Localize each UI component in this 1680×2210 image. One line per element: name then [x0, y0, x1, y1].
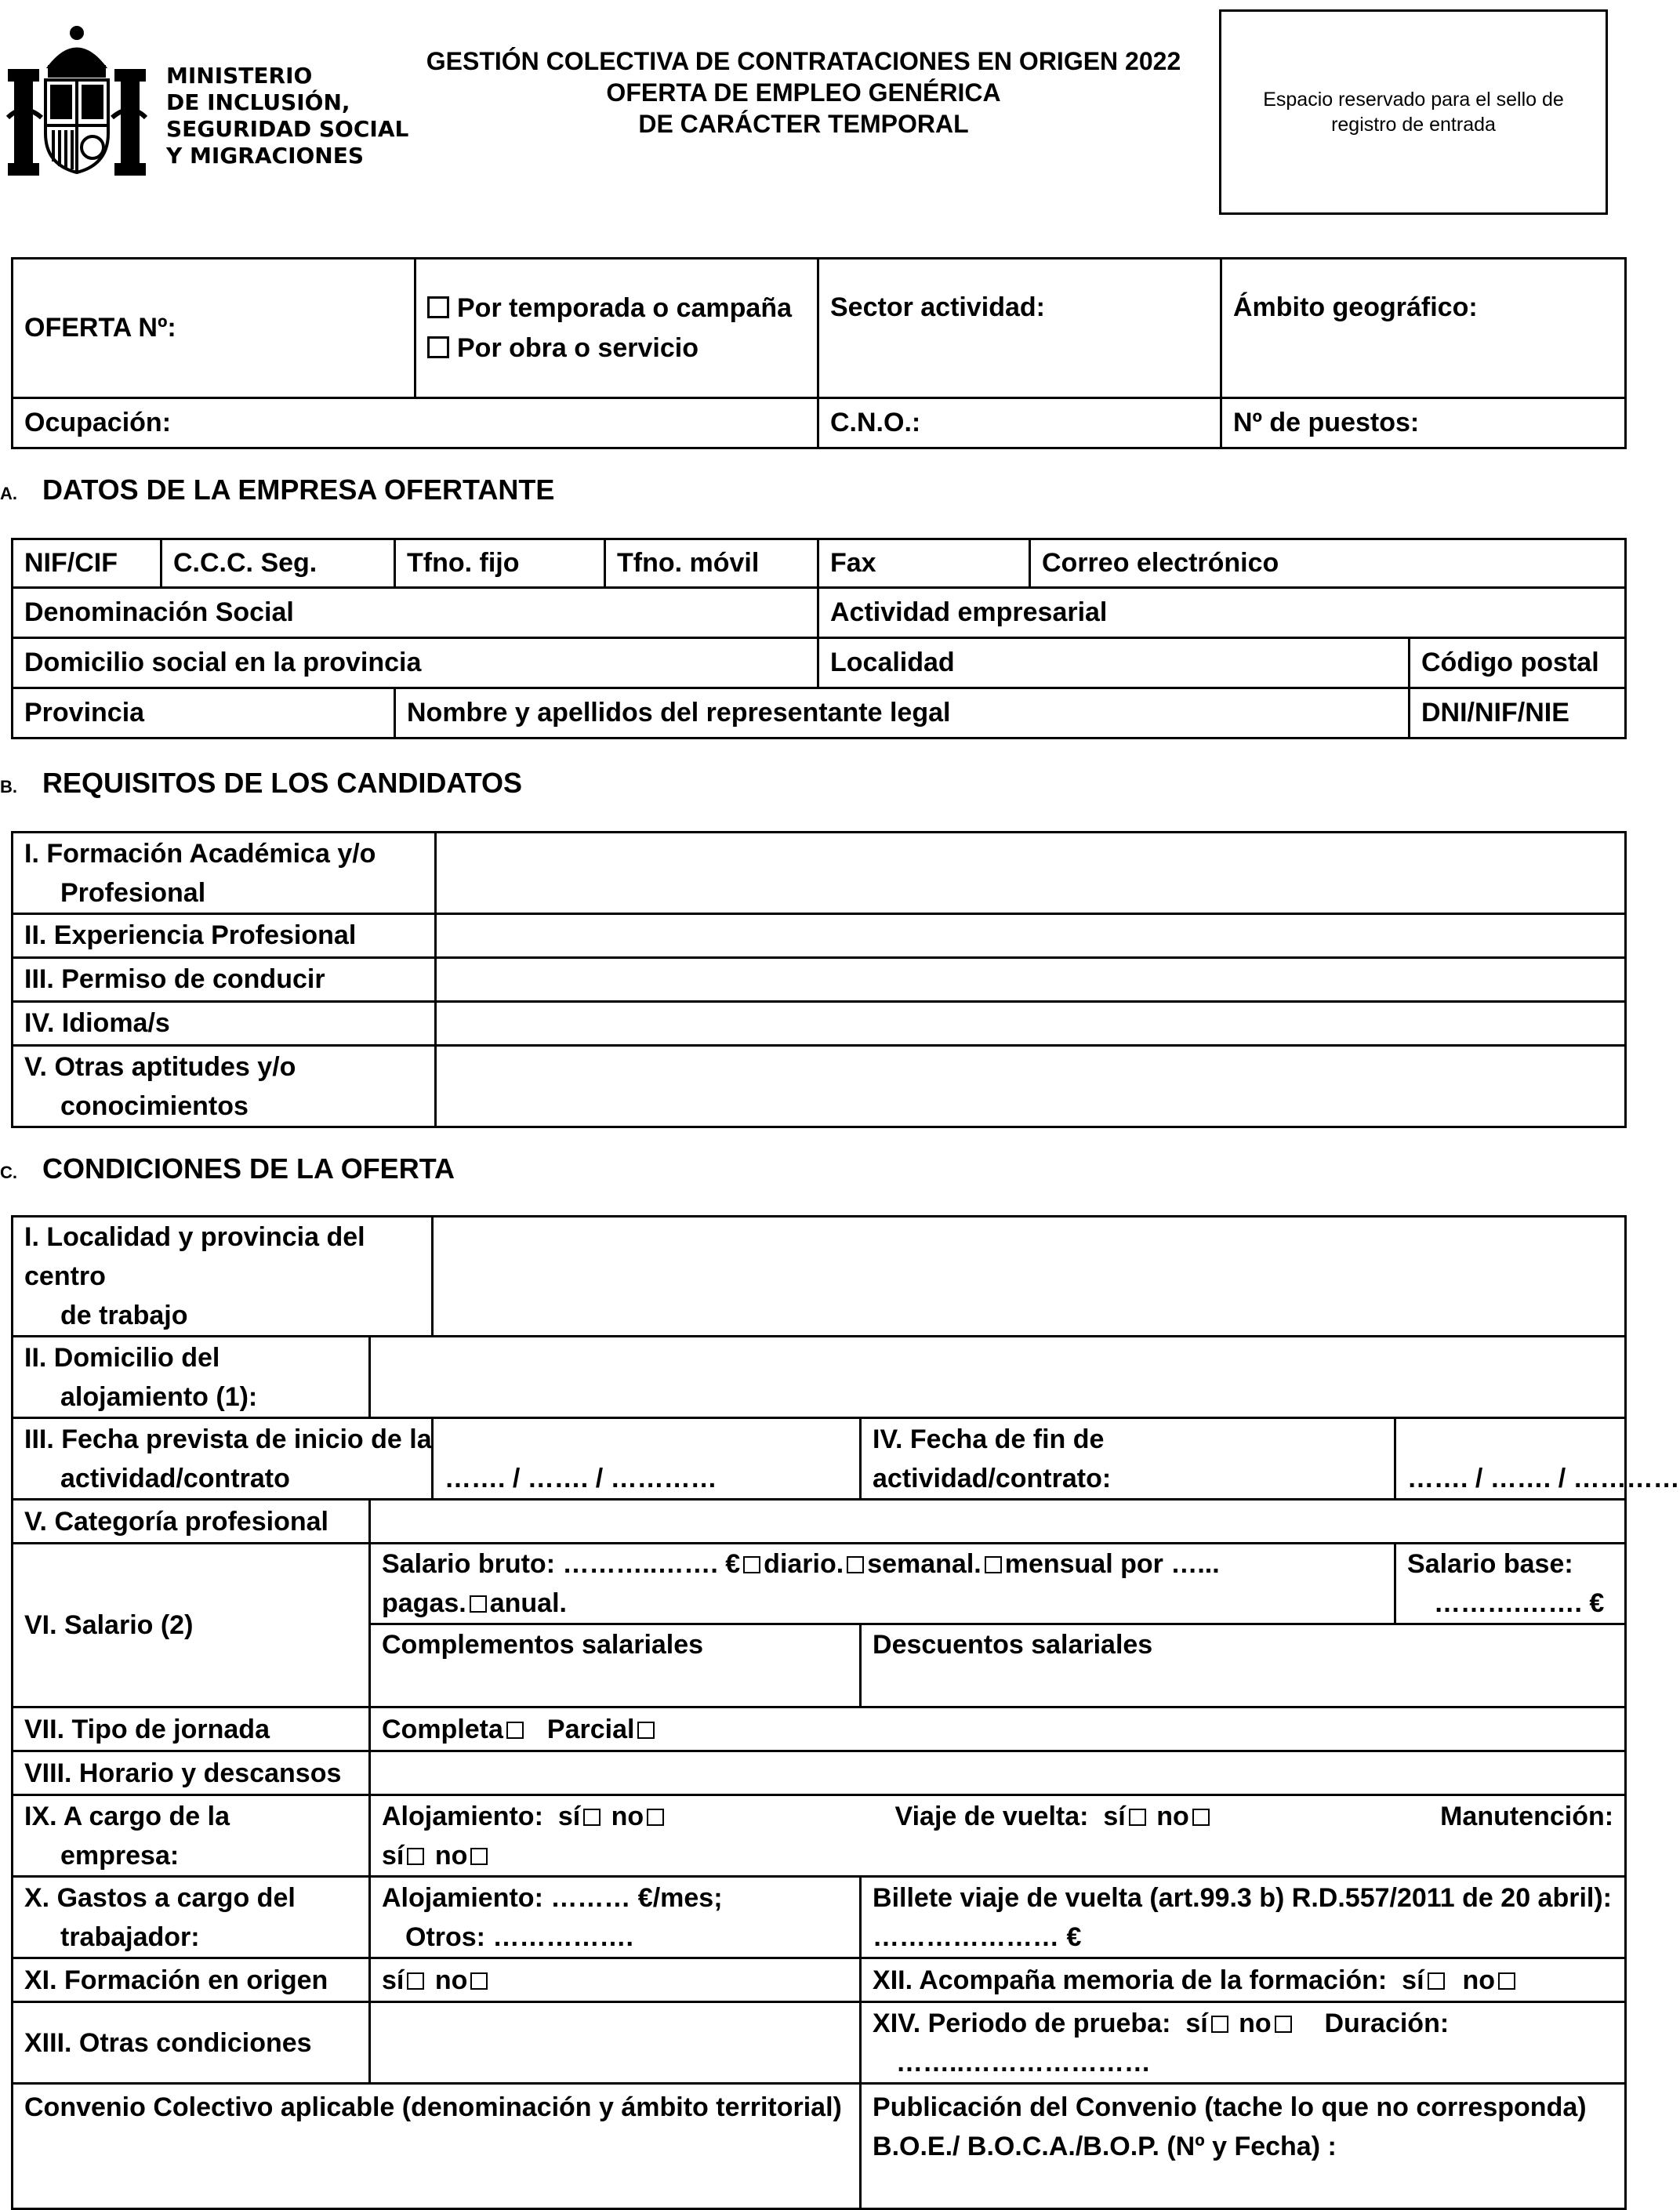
req-formacion-input[interactable]	[436, 833, 1626, 914]
tfno-movil-field[interactable]: Tfno. móvil	[605, 539, 818, 588]
actividad-field[interactable]: Actividad empresarial	[818, 588, 1626, 638]
cond-categoria-input[interactable]	[370, 1500, 1626, 1544]
checkbox-prueba-si[interactable]	[1211, 2016, 1228, 2033]
ocupacion-field[interactable]: Ocupación:	[13, 398, 818, 448]
checkbox-completa[interactable]	[506, 1722, 524, 1739]
form-title: GESTIÓN COLECTIVA DE CONTRATACIONES EN ORIGEN 2022 OFERTA DE EMPLEO GENÉRICA DE CARÁCTER TEMPORAL	[426, 47, 1181, 138]
denominacion-field[interactable]: Denominación Social	[13, 588, 818, 638]
checkbox-formacion-no[interactable]	[470, 1972, 488, 1990]
otras-condiciones-input[interactable]	[370, 2002, 861, 2084]
checkbox-viaje-no[interactable]	[1192, 1809, 1210, 1826]
cond-formacion-label: XI. Formación en origen	[13, 1958, 370, 2002]
req-formacion-label: I. Formación Académica y/o Profesional	[13, 833, 436, 914]
coat-of-arms-logo	[6, 24, 147, 180]
cond-localidad-label: I. Localidad y provincia del centro de trabajo	[13, 1217, 433, 1337]
checkbox-memoria-no[interactable]	[1498, 1972, 1515, 1990]
req-idioma-label: IV. Idioma/s	[13, 1002, 436, 1046]
checkbox-obra[interactable]	[427, 336, 449, 358]
cond-salario-label: VI. Salario (2)	[13, 1544, 370, 1707]
checkbox-mensual[interactable]	[985, 1556, 1002, 1573]
cargo-empresa-field: Alojamiento: sí no Viaje de vuelta: sí no Manutención: sí no	[370, 1795, 1626, 1877]
cond-inicio-date[interactable]: ……. / ……. / …………	[433, 1418, 861, 1500]
periodo-prueba-field: XIV. Periodo de prueba: sí no Duración: ……..…………………	[861, 2002, 1626, 2084]
gastos-field[interactable]: Alojamiento: ……… €/mes; Otros: …………….	[370, 1877, 861, 1958]
cond-fin-date[interactable]: ……. / ……. / …………	[1395, 1418, 1626, 1500]
checkbox-formacion-si[interactable]	[407, 1972, 424, 1990]
provincia-field[interactable]: Provincia	[13, 688, 395, 738]
tfno-fijo-field[interactable]: Tfno. fijo	[395, 539, 605, 588]
cond-domicilio-input[interactable]	[370, 1337, 1626, 1418]
representante-field[interactable]: Nombre y apellidos del representante legal	[395, 688, 1410, 738]
nif-field[interactable]: NIF/CIF	[13, 539, 161, 588]
convenio-field[interactable]: Convenio Colectivo aplicable (denominación y ámbito territorial)	[13, 2084, 861, 2209]
cond-gastos-label: X. Gastos a cargo del trabajador:	[13, 1877, 370, 1958]
email-field[interactable]: Correo electrónico	[1030, 539, 1626, 588]
checkbox-viaje-si[interactable]	[1129, 1809, 1146, 1826]
billete-field[interactable]: Billete viaje de vuelta (art.99.3 b) R.D.557/2011 de 20 abril): ………………… €	[861, 1877, 1626, 1958]
checkbox-manut-si[interactable]	[407, 1848, 424, 1865]
checkbox-semanal[interactable]	[847, 1556, 864, 1573]
offer-table	[11, 257, 1627, 449]
memoria-field: XII. Acompaña memoria de la formación: sí no	[861, 1958, 1626, 2002]
company-table	[11, 538, 1627, 739]
cond-categoria-label: V. Categoría profesional	[13, 1500, 370, 1544]
puestos-field[interactable]: Nº de puestos:	[1221, 398, 1626, 448]
req-permiso-label: III. Permiso de conducir	[13, 958, 436, 1002]
offer-number-field[interactable]: OFERTA Nº:	[13, 259, 415, 398]
checkbox-manut-no[interactable]	[470, 1848, 488, 1865]
req-experiencia-label: II. Experiencia Profesional	[13, 914, 436, 958]
registry-stamp-box: Espacio reservado para el sello de registro de entrada	[1219, 9, 1608, 215]
req-otras-label: V. Otras aptitudes y/o conocimientos	[13, 1046, 436, 1127]
complementos-field[interactable]: Complementos salariales	[370, 1624, 861, 1707]
cno-field[interactable]: C.N.O.:	[818, 398, 1221, 448]
horario-input[interactable]	[370, 1751, 1626, 1795]
requirements-table	[11, 831, 1627, 1128]
salario-base-field[interactable]: Salario base: ……….……. €	[1395, 1544, 1626, 1624]
cp-field[interactable]: Código postal	[1410, 638, 1626, 688]
checkbox-aloj-no[interactable]	[647, 1809, 664, 1826]
publicacion-field[interactable]: Publicación del Convenio (tache lo que no corresponda) B.O.E./ B.O.C.A./B.O.P. (Nº y Fecha) :	[861, 2084, 1626, 2209]
checkbox-parcial[interactable]	[637, 1722, 655, 1739]
cond-otras-label: XIII. Otras condiciones	[13, 2002, 370, 2084]
cond-fin-label: IV. Fecha de fin de actividad/contrato:	[861, 1418, 1395, 1500]
req-idioma-input[interactable]	[436, 1002, 1626, 1046]
cond-jornada-label: VII. Tipo de jornada	[13, 1707, 370, 1751]
contract-type-field: Por temporada o campaña Por obra o servicio	[415, 259, 818, 398]
localidad-field[interactable]: Localidad	[818, 638, 1410, 688]
checkbox-memoria-si[interactable]	[1428, 1972, 1445, 1990]
cond-inicio-label: III. Fecha prevista de inicio de la actividad/contrato	[13, 1418, 433, 1500]
formacion-field: sí no	[370, 1958, 861, 2002]
dni-field[interactable]: DNI/NIF/NIE	[1410, 688, 1626, 738]
fax-field[interactable]: Fax	[818, 539, 1030, 588]
checkbox-anual[interactable]	[470, 1595, 487, 1613]
cond-domicilio-label: II. Domicilio del alojamiento (1):	[13, 1337, 370, 1418]
section-c-heading: C. CONDICIONES DE LA OFERTA	[0, 1152, 455, 1185]
salario-bruto-field[interactable]: Salario bruto: ………..……. € diario. semanal. mensual por …... pagas. anual.	[370, 1544, 1395, 1624]
domicilio-field[interactable]: Domicilio social en la provincia	[13, 638, 818, 688]
section-a-heading: A. DATOS DE LA EMPRESA OFERTANTE	[0, 474, 555, 506]
descuentos-field[interactable]: Descuentos salariales	[861, 1624, 1626, 1707]
cond-cargo-empresa-label: IX. A cargo de la empresa:	[13, 1795, 370, 1877]
checkbox-temporada[interactable]	[427, 296, 449, 318]
section-b-heading: B. REQUISITOS DE LOS CANDIDATOS	[0, 767, 523, 799]
req-otras-input[interactable]	[436, 1046, 1626, 1127]
conditions-table	[11, 1215, 1680, 2210]
ambito-field[interactable]: Ámbito geográfico:	[1221, 259, 1626, 398]
cond-horario-label: VIII. Horario y descansos	[13, 1751, 370, 1795]
ccc-field[interactable]: C.C.C. Seg.	[161, 539, 395, 588]
checkbox-prueba-no[interactable]	[1275, 2016, 1292, 2033]
req-permiso-input[interactable]	[436, 958, 1626, 1002]
jornada-field: Completa Parcial	[370, 1707, 1626, 1751]
ministry-name: MINISTERIO DE INCLUSIÓN, SEGURIDAD SOCIAL Y MIGRACIONES	[166, 63, 409, 169]
cond-localidad-input[interactable]	[433, 1217, 1626, 1337]
req-experiencia-input[interactable]	[436, 914, 1626, 958]
checkbox-aloj-si[interactable]	[583, 1809, 601, 1826]
sector-field[interactable]: Sector actividad:	[818, 259, 1221, 398]
checkbox-diario[interactable]	[743, 1556, 760, 1573]
